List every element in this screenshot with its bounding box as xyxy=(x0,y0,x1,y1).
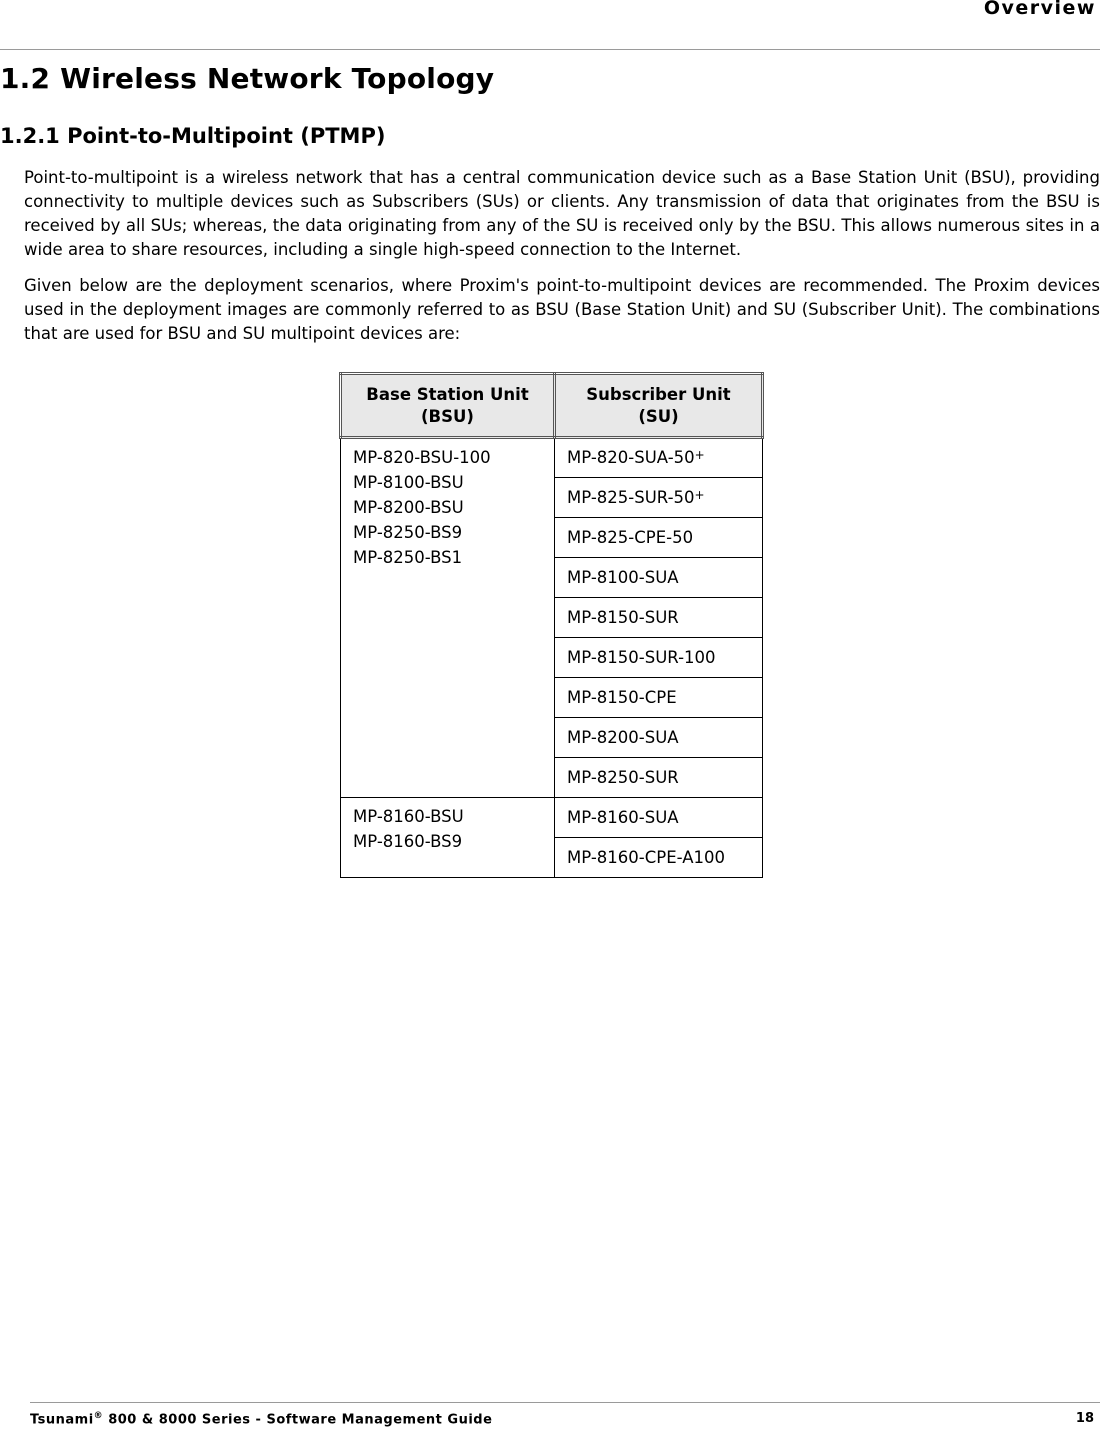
bsu-model: MP-8100-BSU xyxy=(353,473,464,492)
su-model: MP-8150-SUR xyxy=(567,607,679,627)
su-model-superscript: + xyxy=(694,448,705,462)
su-model: MP-8200-SUA xyxy=(567,727,679,747)
bsu-model: MP-8200-BSU xyxy=(353,498,464,517)
su-cell xyxy=(555,598,763,638)
su-model: MP-8150-CPE xyxy=(567,687,677,707)
bsu-model: MP-8250-BS1 xyxy=(353,548,463,567)
footer-guide-title xyxy=(30,1411,492,1427)
table-row xyxy=(341,798,763,838)
su-model: MP-8160-SUA xyxy=(567,807,679,827)
su-model-superscript: + xyxy=(694,487,705,502)
table-body xyxy=(341,438,763,878)
header-su-line1: Subscriber Unit xyxy=(586,384,731,404)
table-row xyxy=(341,438,763,478)
su-cell xyxy=(555,718,763,758)
paragraph-ptmp-intro: Point-to-multipoint is a wireless network that has a central communication device such as a Base Station Unit (BSU), providing connectivity to multiple devices such as Subscribers (SUs) or clients. Any transmission of data that originates from the BSU is received by all SUs; whereas, the data originating from any of the SU is received only by the BSU. This allows numerous sites in a wide area to share resources, including a single high-speed connection to the Internet. xyxy=(24,168,1100,259)
su-model: MP-8250-SUR xyxy=(567,767,679,787)
bsu-model: MP-820-BSU-100 xyxy=(353,448,491,467)
device-combinations-table xyxy=(339,372,764,878)
paragraph-deployment: Given below are the deployment scenarios, where Proxim's point-to-multipoint devices are recommended. The Proxim devices used in the deployment images are commonly referred to as BSU (Base Station Unit) and SU (Subscriber Unit). The combinations that are used for BSU and SU multipoint devices are: xyxy=(24,276,1100,343)
su-model: MP-820-SUA-50 xyxy=(567,448,695,467)
su-model: MP-825-SUR-50 xyxy=(567,487,695,507)
su-cell xyxy=(555,678,763,718)
su-cell xyxy=(555,478,763,518)
su-cell xyxy=(555,638,763,678)
su-cell xyxy=(555,838,763,878)
header-divider xyxy=(0,49,1100,50)
bsu-model: MP-8160-BS9 xyxy=(353,832,463,851)
bsu-model: MP-8160-BSU xyxy=(353,807,464,826)
su-cell xyxy=(555,558,763,598)
header-bsu-line2: (BSU) xyxy=(421,406,474,426)
su-model: MP-825-CPE-50 xyxy=(567,527,694,547)
header-bsu-line1: Base Station Unit xyxy=(366,384,529,404)
su-model: MP-8160-CPE-A100 xyxy=(567,847,725,867)
footer-divider xyxy=(30,1402,1100,1403)
footer-guide-name: 800 & 8000 Series - Software Management Guide xyxy=(103,1412,493,1428)
header-su-line2: (SU) xyxy=(638,406,679,426)
su-model: MP-8100-SUA xyxy=(567,567,679,587)
header-base-station-unit xyxy=(341,374,555,438)
bsu-cell xyxy=(341,438,555,798)
trademark-symbol: ® xyxy=(93,1411,104,1421)
su-cell xyxy=(555,518,763,558)
header-subscriber-unit xyxy=(555,374,763,438)
section-heading: 1.2 Wireless Network Topology xyxy=(0,62,495,95)
table-header-row xyxy=(341,374,763,438)
su-cell xyxy=(555,758,763,798)
footer-product: Tsunami xyxy=(30,1412,94,1428)
bsu-cell xyxy=(341,798,555,878)
su-cell xyxy=(555,798,763,838)
running-header-title: Overview xyxy=(983,0,1096,19)
page-number: 18 xyxy=(1075,1411,1094,1426)
subsection-heading: 1.2.1 Point-to-Multipoint (PTMP) xyxy=(0,124,386,148)
su-cell xyxy=(555,438,763,478)
bsu-model: MP-8250-BS9 xyxy=(353,523,463,542)
su-model: MP-8150-SUR-100 xyxy=(567,647,716,667)
